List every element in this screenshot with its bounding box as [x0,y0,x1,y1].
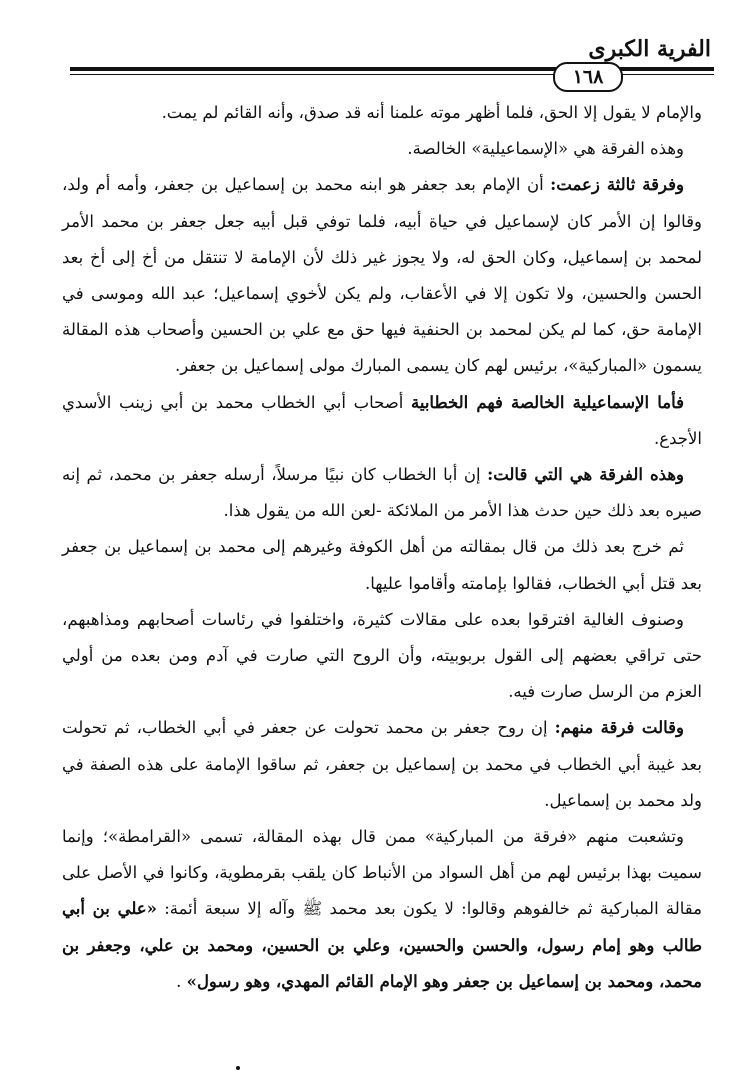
emphasis: وهذه الفرقة هي التي قالت: [487,465,684,485]
page-number: ١٦٨ [553,62,623,92]
paragraph: فأما الإسماعيلية الخالصة فهم الخطابية أصحاب أبي الخطاب محمد بن أبي زينب الأسدي الأجدع. [62,392,702,448]
emphasis: فأما الإسماعيلية الخالصة فهم الخطابية [411,392,684,412]
emphasis: «علي بن أبي طالب وهو إمام رسول، والحسن والحسين، وعلي بن الحسين، ومحمد بن علي، وجعفر بن محمد، ومحمد بن إسماعيل بن جعفر وهو الإمام القائم المهدي، وهو رسول» [62,899,702,991]
paragraph: وهذه الفرقة هي «الإسماعيلية» الخالصة. [407,139,684,159]
book-title: الفرية الكبرى [588,36,711,62]
paragraph: وقالت فرقة منهم: إن روح جعفر بن محمد تحولت عن جعفر في أبي الخطاب، ثم تحولت بعد غيبة أبي الخطاب في محمد بن إسماعيل بن جعفر، ثم ساقوا الإمامة على هذه الصفة في ولد محمد بن إسماعيل. [62,718,702,810]
paragraph: وهذه الفرقة هي التي قالت: إن أبا الخطاب كان نبيًا مرسلاً، أرسله جعفر بن محمد، ثم إنه صيره بعد ذلك حين حدث هذا الأمر من الملائكة -لعن الله من يقول هذا. [62,465,702,521]
paragraph: وتشعبت منهم «فرقة من المباركية» ممن قال بهذه المقالة، تسمى «القرامطة»؛ وإنما سميت بهذا برئيس لهم من أهل السواد من الأنباط كان يلقب بقرمطوية، وكانوا في الأصل على مقالة المباركية ثم خالفوهم وقالوا: لا يكون بعد محمد ﷺ وآله إلا سبعة أئمة: «علي بن أبي طالب وهو إمام رسول، والحسن والحسين، وعلي بن الحسين، ومحمد بن علي، وجعفر بن محمد، ومحمد بن إسماعيل بن جعفر وهو الإمام القائم المهدي، وهو رسول» . [62,827,702,991]
paragraph: وصنوف الغالية افترقوا بعده على مقالات كثيرة، واختلفوا في رئاسات أصحابهم ومذاهبهم، حتى تراقي بعضهم إلى القول بربوبيته، وأن الروح التي صارت في آدم ومن بعده من أولي العزم من الرسل صارت فيه. [62,609,702,702]
emphasis: وقالت فرقة منهم: [554,718,684,738]
page-header [0,0,739,90]
paragraph: وفرقة ثالثة زعمت: أن الإمام بعد جعفر هو ابنه محمد بن إسماعيل بن جعفر، وأمه أم ولد، وقالوا إن الأمر كان لإسماعيل في حياة أبيه، فلما توفي قبل أبيه جعل جعفر بن محمد الأمر لمحمد بن إسماعيل، وكان الحق له، ولا يجوز غير ذلك لأن الإمامة لا تنتقل من أخ إلى أخ بعد الحسن والحسين، ولا تكون إلا في الأعقاب، ولم يكن لأخوي إسماعيل؛ عبد الله وموسى في الإمامة حق، كما لم يكن لمحمد بن الحنفية فيها حق مع علي بن الحسين وأصحاب هذه المقالة يسمون «المباركية»، برئيس لهم كان يسمى المبارك مولى إسماعيل بن جعفر. [62,175,702,376]
paragraph: ثم خرج بعد ذلك من قال بمقالته من أهل الكوفة وغيرهم إلى محمد بن إسماعيل بن جعفر بعد قتل أبي الخطاب، فقالوا بإمامته وأقاموا عليها. [62,537,702,593]
print-speck [236,1066,240,1070]
body-text [62,95,702,1000]
emphasis: وفرقة ثالثة زعمت: [550,175,684,195]
paragraph: والإمام لا يقول إلا الحق، فلما أظهر موته علمنا أنه قد صدق، وأنه القائم لم يمت. [161,103,702,122]
